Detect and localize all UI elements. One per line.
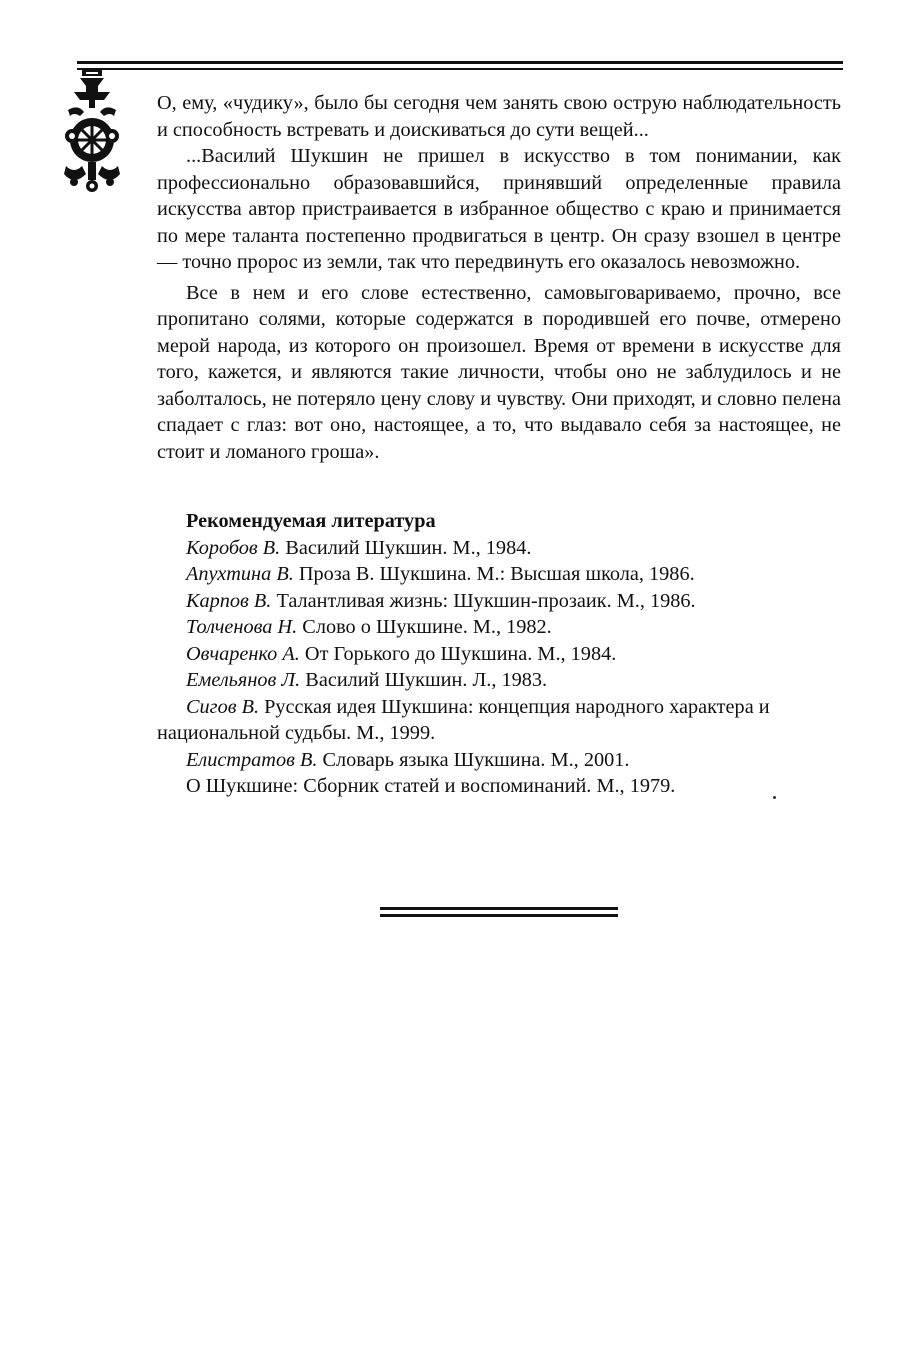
literature-item [157,667,841,694]
literature-author: Овчаренко А. [186,642,300,665]
literature-title: О Шукшине: Сборник статей и воспоминаний. М., 1979. [186,775,676,797]
header-rule-thick [77,61,843,64]
literature-author: Карпов В. [186,589,272,612]
literature-author: Толченова Н. [186,616,298,638]
header-rule-thin [77,68,843,70]
folk-ornament-icon [60,70,124,198]
literature-item [157,614,841,641]
literature-title: От Горького до Шукшина. М., 1984. [299,642,617,665]
paragraph-2: ...Василий Шукшин не пришел в искусство в том понимании, как профессионально образовавшийся, принявший определенные правила искусства автор пристраивается в избранное общество с краю и принимается по мере таланта постепенно продвигаться в центр. Он сразу взошел в центре — точно пророс из земли, так что передвинуть его оказалось невозможно. [157,145,841,273]
literature-title: Словарь языка Шукшина. М., 2001. [317,748,630,771]
literature-item [157,694,841,747]
body-text [157,90,841,465]
print-speck [773,796,776,799]
literature-author: Сигов В. [186,695,260,718]
literature-title: Проза В. Шукшина. М.: Высшая школа, 1986. [293,563,695,585]
end-rule-upper [380,907,618,910]
literature-item [157,561,841,588]
literature-title: Русская идея Шукшина: концепция народного характера и национальной судьбы. М., 1999. [157,695,770,744]
literature-item [157,747,841,774]
literature-heading: Рекомендуемая литература [186,510,436,532]
literature-item [157,535,841,562]
literature-item [157,773,841,800]
literature-item [157,588,841,615]
paragraph-3: Все в нем и его слове естественно, самовыговариваемо, прочно, все пропитано солями, которые содержатся в породившей его почве, отмерено мерой народа, из которого он произошел. Время от времени в искусстве для того, кажется, и являются такие личности, чтобы оно не заблудилось и не заболталось, не потеряло цену слову и чувству. Они приходят, и словно пелена спадает с глаз: вот оно, настоящее, а то, что выдавало себя за настоящее, не стоит и ломаного гроша». [157,281,841,463]
literature-author: Коробов В. [186,536,281,559]
recommended-literature [157,508,841,800]
literature-title: Талантливая жизнь: Шукшин-прозаик. М., 1986. [271,589,696,612]
paragraph-1: О, ему, «чудику», было бы сегодня чем занять свою острую наблюдательность и способность встревать и доискиваться до сути вещей... [157,92,841,141]
literature-author: Емельянов Л. [186,669,301,691]
literature-author: Елистратов В. [186,748,318,771]
literature-item [157,641,841,668]
end-rule-lower [380,914,618,917]
literature-title: Василий Шукшин. Л., 1983. [300,669,548,691]
literature-title: Василий Шукшин. М., 1984. [280,536,532,559]
literature-author: Апухтина В. [186,563,294,585]
literature-title: Слово о Шукшине. М., 1982. [297,616,552,638]
